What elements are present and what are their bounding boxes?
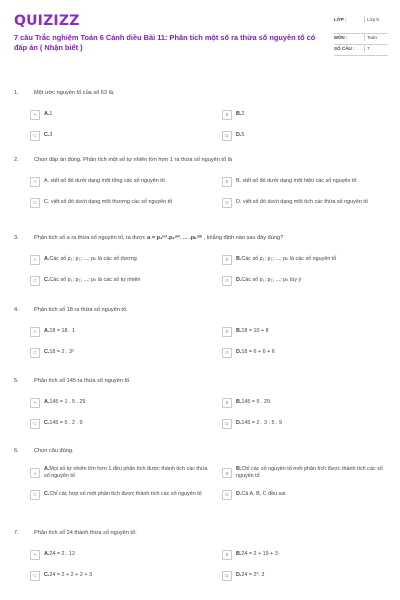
- option-d[interactable]: [222, 488, 392, 501]
- option-letter-badge: C: [30, 131, 40, 141]
- option-text: Các số p₁; p₂; ...; pₖ là các số dương: [49, 256, 137, 262]
- question-number: 5.: [14, 378, 19, 384]
- option-c[interactable]: [30, 346, 212, 359]
- option-d[interactable]: [222, 129, 392, 142]
- option-a[interactable]: [30, 325, 212, 338]
- option-text: Các số p₁; p₂; ...; pₖ là các số nguyên tố: [241, 256, 337, 262]
- option-a[interactable]: [30, 466, 212, 480]
- class-label: LỚP :: [334, 17, 347, 22]
- option-letter-badge: A: [30, 550, 40, 560]
- option-text: 24 = 2 . 12: [49, 551, 76, 557]
- question-text: Phân tích số 24 thành thừa số nguyên tố:: [34, 530, 137, 536]
- option-letter-badge: A: [30, 327, 40, 337]
- option-text: 2: [241, 111, 245, 117]
- option-prefix: D.: [236, 420, 242, 426]
- option-letter-badge: B: [222, 468, 232, 478]
- option-text: 145 = 1 . 5 . 29: [49, 399, 86, 405]
- count-value: 7: [364, 45, 388, 52]
- option-text: viết số đó dưới dạng một tích các thừa số nguyên tố: [241, 199, 368, 205]
- option-prefix: C.: [44, 572, 50, 578]
- option-prefix: C.: [44, 349, 50, 355]
- option-prefix: D.: [236, 491, 242, 497]
- option-d[interactable]: [222, 196, 392, 209]
- option-text: Chỉ các số nguyên tố mới phân tích được thành tích các số nguyên tố: [236, 466, 383, 479]
- option-prefix: A.: [44, 111, 50, 117]
- question-number: 6.: [14, 448, 19, 454]
- option-a[interactable]: [30, 396, 212, 409]
- option-prefix: B.: [236, 178, 242, 184]
- question-number: 1.: [14, 90, 19, 96]
- option-prefix: A.: [44, 399, 50, 405]
- option-a[interactable]: [30, 108, 212, 121]
- option-b[interactable]: [222, 253, 392, 266]
- option-text: 18 = 2 . 3²: [49, 349, 74, 355]
- option-prefix: B.: [236, 256, 242, 262]
- option-c[interactable]: [30, 129, 212, 142]
- option-d[interactable]: [222, 417, 392, 430]
- option-a[interactable]: [30, 548, 212, 561]
- option-a[interactable]: [30, 175, 212, 188]
- subject-label: MÔN :: [334, 35, 348, 40]
- question-text: Chọn đáp án đúng. Phân tích một số tự nhiên lớn hơn 1 ra thừa số nguyên tố là: [34, 157, 232, 163]
- option-letter-badge: A: [30, 255, 40, 265]
- option-text: 24 = 2 + 2 + 2 + 3: [49, 572, 92, 578]
- option-c[interactable]: [30, 196, 212, 209]
- option-c[interactable]: [30, 417, 212, 430]
- option-prefix: C.: [44, 199, 50, 205]
- option-c[interactable]: [30, 274, 212, 287]
- option-prefix: A.: [44, 466, 50, 472]
- option-letter-badge: C: [30, 276, 40, 286]
- option-prefix: D.: [236, 132, 242, 138]
- option-prefix: A.: [44, 551, 50, 557]
- option-prefix: A.: [44, 256, 50, 262]
- option-prefix: B.: [236, 328, 242, 334]
- option-prefix: B.: [236, 111, 242, 117]
- option-letter-badge: B: [222, 177, 232, 187]
- option-letter-badge: D: [222, 490, 232, 500]
- option-prefix: C.: [44, 132, 50, 138]
- option-text: 1: [49, 111, 53, 117]
- question-formula: a = p₁ᵐ¹.p₂ᵐ². ... .pₖᵐᵏ: [147, 235, 203, 241]
- option-letter-badge: D: [222, 419, 232, 429]
- question-1: [14, 88, 386, 142]
- option-text: viết số đó dưới dạng một hiệu các số nguyên tố: [241, 178, 357, 184]
- option-letter-badge: A: [30, 177, 40, 187]
- option-prefix: D.: [236, 277, 242, 283]
- option-text: Mọi số tự nhiên lớn hơn 1 đều phân tích được thành tích các thừa số nguyên tố: [44, 466, 208, 479]
- question-number: 2.: [14, 157, 19, 163]
- option-text: 24 = 2 + 19 + 3: [241, 551, 278, 557]
- meta-table: [334, 16, 388, 56]
- option-text: 145 = 5 . 29: [241, 399, 271, 405]
- option-d[interactable]: [222, 346, 392, 359]
- question-7: [14, 528, 386, 582]
- question-3: [14, 233, 386, 287]
- question-number: 4.: [14, 307, 19, 313]
- class-value: Lớp 6: [364, 16, 388, 23]
- option-prefix: B.: [236, 466, 242, 472]
- question-text: Một ước nguyên tố của số 63 là:: [34, 90, 115, 96]
- option-letter-badge: A: [30, 468, 40, 478]
- option-d[interactable]: [222, 274, 392, 287]
- option-text: Các số p₁; p₂; ...; pₖ là các số tự nhiên: [49, 277, 141, 283]
- option-letter-badge: B: [222, 255, 232, 265]
- option-text: viết số đó dưới dạng một tổng các số nguyên tố: [49, 178, 165, 184]
- option-text: 145 = 2 . 3 . 5 . 9: [241, 420, 283, 426]
- option-prefix: D.: [236, 199, 242, 205]
- option-text: 3: [49, 132, 53, 138]
- option-a[interactable]: [30, 253, 212, 266]
- option-text: Cả A, B, C đều sai: [241, 491, 286, 497]
- option-d[interactable]: [222, 569, 392, 582]
- question-text: Phân tích số 145 ra thừa số nguyên tố.: [34, 378, 131, 384]
- option-letter-badge: D: [222, 348, 232, 358]
- option-letter-badge: C: [30, 198, 40, 208]
- option-c[interactable]: [30, 569, 212, 582]
- question-text-end: , khẳng định nào sau đây đúng?: [203, 235, 284, 241]
- question-5: [14, 376, 386, 430]
- option-text: 18 = 18 . 1: [49, 328, 76, 334]
- option-b[interactable]: [222, 396, 392, 409]
- option-prefix: C.: [44, 491, 50, 497]
- option-letter-badge: B: [222, 110, 232, 120]
- option-text: Các số p₁; p₂; ...; pₖ tùy ý: [241, 277, 302, 283]
- option-letter-badge: C: [30, 348, 40, 358]
- question-2: [14, 155, 386, 209]
- quizizz-logo: QUIZIZZ: [14, 13, 80, 29]
- option-prefix: D.: [236, 572, 242, 578]
- question-text: Chọn câu đúng.: [34, 448, 74, 454]
- option-prefix: B.: [236, 551, 242, 557]
- count-label: SỐ CÂU :: [334, 46, 355, 51]
- option-text: 5: [241, 132, 245, 138]
- option-letter-badge: C: [30, 419, 40, 429]
- question-text: Phân tích số 18 ra thừa số nguyên tố.: [34, 307, 128, 313]
- option-prefix: A.: [44, 178, 50, 184]
- worksheet-title: 7 câu Trắc nghiệm Toán 6 Cánh diều Bài 11: Phân tích một số ra thừa số nguyên tố có đáp án ( Nhận biết ): [14, 33, 316, 52]
- option-letter-badge: B: [222, 327, 232, 337]
- option-b[interactable]: [222, 175, 392, 188]
- option-letter-badge: C: [30, 490, 40, 500]
- option-b[interactable]: [222, 325, 392, 338]
- question-4: [14, 305, 386, 359]
- option-b[interactable]: [222, 548, 392, 561]
- option-prefix: C.: [44, 420, 50, 426]
- option-letter-badge: A: [30, 110, 40, 120]
- option-text: Chỉ các hợp số mới phân tích được thành tích các số nguyên tố: [49, 491, 202, 497]
- option-letter-badge: C: [30, 571, 40, 581]
- question-number: 3.: [14, 235, 19, 241]
- option-prefix: D.: [236, 349, 242, 355]
- option-letter-badge: D: [222, 131, 232, 141]
- option-letter-badge: B: [222, 398, 232, 408]
- option-letter-badge: D: [222, 276, 232, 286]
- option-b[interactable]: [222, 108, 392, 121]
- option-letter-badge: D: [222, 571, 232, 581]
- option-prefix: C.: [44, 277, 50, 283]
- question-6: [14, 446, 386, 501]
- option-letter-badge: D: [222, 198, 232, 208]
- option-b[interactable]: [222, 466, 392, 480]
- question-number: 7.: [14, 530, 19, 536]
- option-letter-badge: B: [222, 550, 232, 560]
- question-text: Phân tích số a ra thừa số nguyên tố, ta được: [34, 235, 146, 241]
- option-text: viết số đó dưới dạng một thương các số nguyên tố: [49, 199, 173, 205]
- option-letter-badge: A: [30, 398, 40, 408]
- option-text: 18 = 10 + 8: [241, 328, 269, 334]
- subject-value: Toán: [364, 34, 388, 41]
- option-text: 145 = 5 . 2 . 9: [49, 420, 83, 426]
- option-text: 18 = 6 + 6 + 6: [241, 349, 275, 355]
- option-prefix: B.: [236, 399, 242, 405]
- option-text: 24 = 2³. 3: [241, 572, 265, 578]
- option-c[interactable]: [30, 488, 212, 501]
- option-prefix: A.: [44, 328, 50, 334]
